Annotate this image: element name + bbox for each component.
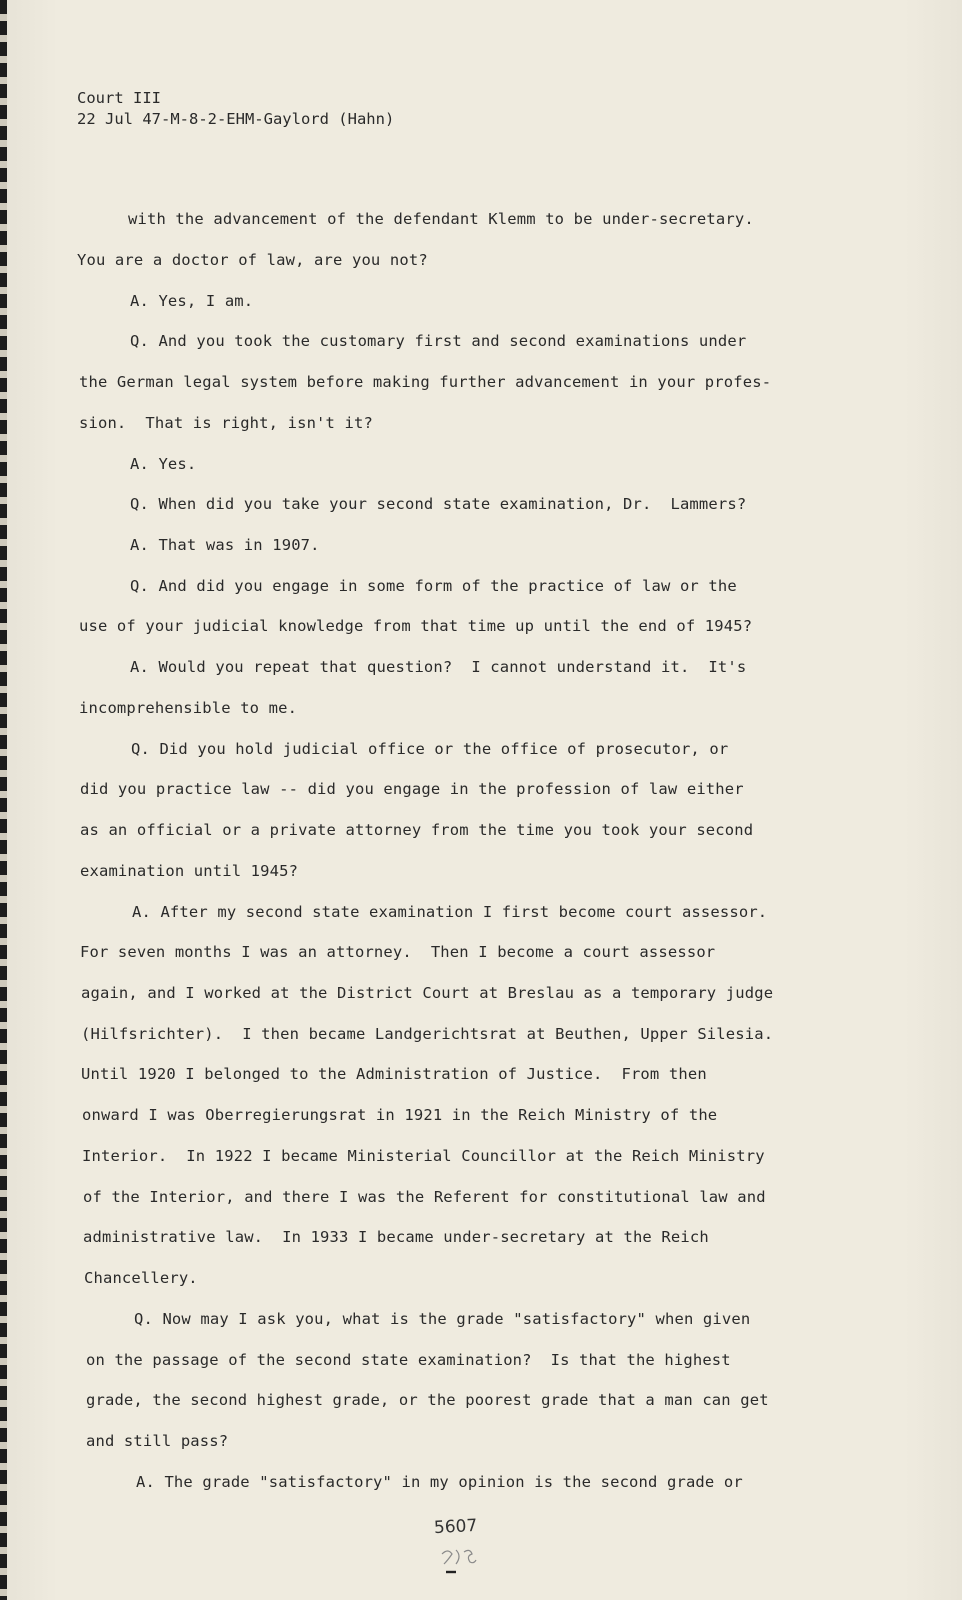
document-header	[77, 88, 394, 130]
text-line: A. Yes, I am.	[130, 292, 254, 310]
text-line: the German legal system before making further advancement in your profes-	[79, 373, 772, 391]
text-line: sion. That is right, isn't it?	[79, 414, 373, 432]
text-line: examination until 1945?	[80, 862, 299, 880]
text-line: (Hilfsrichter). I then became Landgerichtsrat at Beuthen, Upper Silesia.	[81, 1025, 774, 1043]
handwritten-mark	[434, 1540, 484, 1588]
text-line: A. Would you repeat that question? I cannot understand it. It's	[130, 658, 747, 676]
text-line: Q. And you took the customary first and second examinations under	[130, 332, 747, 350]
text-line: Chancellery.	[84, 1269, 198, 1287]
text-line: Interior. In 1922 I became Ministerial Councillor at the Reich Ministry	[82, 1147, 765, 1165]
text-line: You are a doctor of law, are you not?	[77, 251, 428, 269]
text-line: A. After my second state examination I first become court assessor.	[132, 903, 768, 921]
case-line: 22 Jul 47-M-8-2-EHM-Gaylord (Hahn)	[77, 110, 395, 128]
text-line: Q. Did you hold judicial office or the office of prosecutor, or	[131, 740, 729, 758]
binding-edge	[0, 0, 7, 1600]
text-line: incomprehensible to me.	[79, 699, 298, 717]
text-line: Until 1920 I belonged to the Administration of Justice. From then	[81, 1065, 707, 1083]
text-line: A. That was in 1907.	[130, 536, 320, 554]
court-label: Court III	[77, 89, 161, 107]
text-line: grade, the second highest grade, or the poorest grade that a man can get	[86, 1391, 769, 1409]
text-line: onward I was Oberregierungsrat in 1921 in the Reich Ministry of the	[82, 1106, 718, 1124]
text-line: again, and I worked at the District Court at Breslau as a temporary judge	[81, 984, 774, 1002]
text-line: use of your judicial knowledge from that time up until the end of 1945?	[79, 617, 753, 635]
text-line: and still pass?	[86, 1432, 229, 1450]
text-line: Q. When did you take your second state examination, Dr. Lammers?	[130, 495, 747, 513]
text-line: with the advancement of the defendant Klemm to be under-secretary.	[128, 210, 754, 228]
text-line: of the Interior, and there I was the Referent for constitutional law and	[83, 1188, 766, 1206]
text-line: A. The grade "satisfactory" in my opinion is the second grade or	[136, 1473, 743, 1491]
text-line: Q. And did you engage in some form of the practice of law or the	[130, 577, 737, 595]
text-line: A. Yes.	[130, 455, 197, 473]
text-line: as an official or a private attorney from the time you took your second	[80, 821, 754, 839]
text-line: administrative law. In 1933 I became under-secretary at the Reich	[83, 1228, 709, 1246]
page-number: 5607	[433, 1515, 478, 1539]
text-line: did you practice law -- did you engage in the profession of law either	[80, 780, 744, 798]
text-line: on the passage of the second state examination? Is that the highest	[86, 1351, 731, 1369]
text-line: Q. Now may I ask you, what is the grade "satisfactory" when given	[134, 1310, 751, 1328]
text-line: For seven months I was an attorney. Then I become a court assessor	[80, 943, 716, 961]
